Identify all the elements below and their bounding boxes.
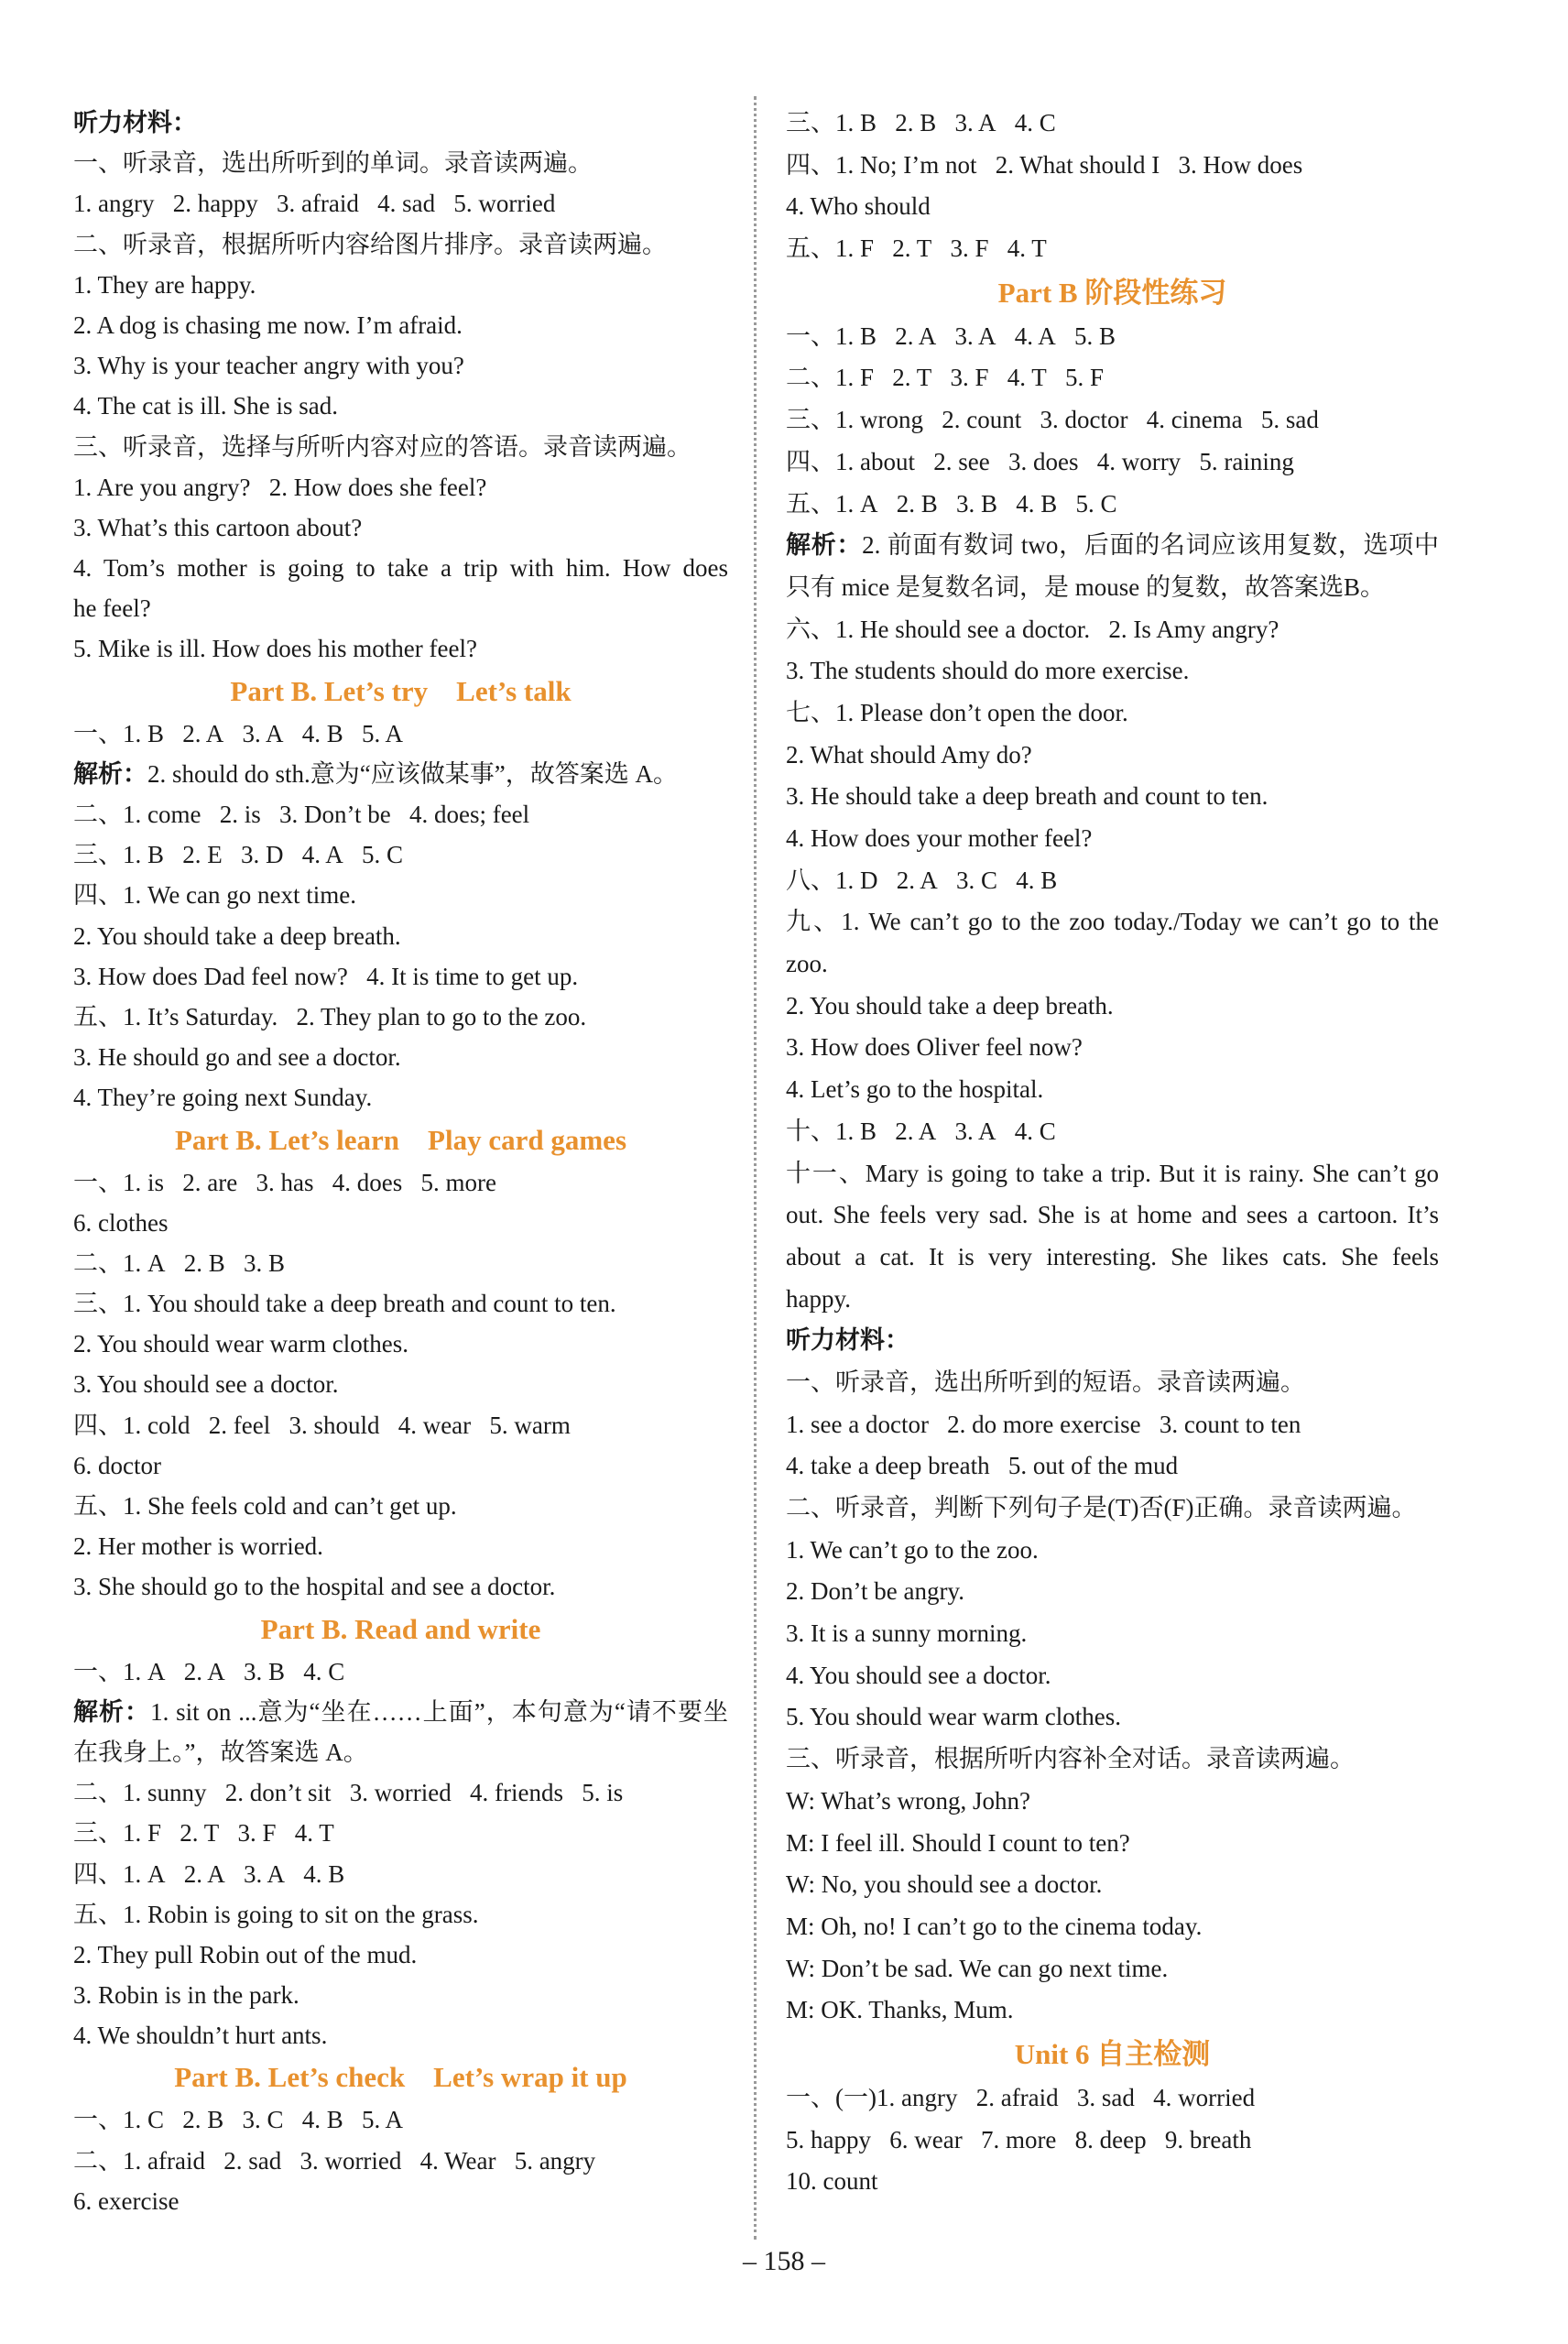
- answer-line: 3. You should see a doctor.: [73, 1370, 339, 1399]
- section-heading: Unit 6 自主检测: [1014, 2037, 1211, 2070]
- answer-line: 六、1. He should see a doctor. 2. Is Amy angry?: [786, 615, 1279, 643]
- answer-line: zoo.: [786, 950, 828, 978]
- section-heading: Part B. Let’s learn Play card games: [174, 1123, 627, 1156]
- answer-line: 三、听录音，根据所听内容补全对话。录音读两遍。: [786, 1745, 1355, 1773]
- answer-line: 5. You should wear warm clothes.: [786, 1703, 1121, 1731]
- answer-line: 二、听录音，根据所听内容给图片排序。录音读两遍。: [73, 230, 667, 258]
- answer-line: [786, 525, 1439, 567]
- answer-line: 4. We shouldn’t hurt ants.: [73, 2022, 328, 2050]
- answer-line: happy.: [786, 1284, 851, 1313]
- answer-line: 一、1. is 2. are 3. has 4. does 5. more: [73, 1168, 496, 1196]
- answer-line: 二、1. come 2. is 3. Don’t be 4. does; feel: [73, 801, 530, 828]
- answer-line: 6. exercise: [73, 2186, 180, 2215]
- answer-line: 2. Don’t be angry.: [786, 1577, 964, 1606]
- answer-line: 四、1. We can go next time.: [73, 881, 356, 910]
- answer-line: 一、1. B 2. A 3. A 4. B 5. A: [73, 719, 404, 747]
- answer-line: 1. Are you angry? 2. How does she feel?: [73, 473, 487, 501]
- answer-line: 3. The students should do more exercise.: [786, 657, 1190, 685]
- answer-line: 三、1. B 2. B 3. A 4. C: [786, 109, 1056, 136]
- answer-line: 只有 mice 是复数名词，是 mouse 的复数，故答案选B。: [786, 572, 1385, 601]
- answer-line: 一、听录音，选出所听到的短语。录音读两遍。: [786, 1368, 1305, 1396]
- section-heading: Part B. Let’s try Let’s talk: [230, 674, 572, 707]
- answer-line: 4. How does your mother feel?: [786, 824, 1093, 852]
- section-heading: Part B 阶段性练习: [997, 276, 1227, 309]
- column-divider: [754, 96, 757, 2240]
- answer-line: 一、1. B 2. A 3. A 4. A 5. B: [786, 322, 1116, 350]
- answer-line: 3. How does Oliver feel now?: [786, 1033, 1083, 1062]
- answer-line: [73, 754, 728, 794]
- analysis-text: 2. should do sth.意为“应该做某事”，故答案选 A。: [147, 759, 678, 788]
- answer-line: 1. They are happy.: [73, 270, 256, 299]
- analysis-label: 解析：: [73, 1697, 151, 1726]
- answer-line: 4. Tom’s mother is going to take a trip with him. How does: [73, 554, 728, 583]
- answer-line: 6. doctor: [73, 1451, 161, 1479]
- answer-line: 3. Robin is in the park.: [73, 1981, 299, 2010]
- answer-line: 2. What should Amy do?: [786, 740, 1032, 769]
- answer-line: [73, 1692, 728, 1732]
- answer-line: 一、(一)1. angry 2. afraid 3. sad 4. worried: [786, 2083, 1256, 2111]
- section-heading: Part B. Let’s check Let’s wrap it up: [174, 2061, 627, 2094]
- answer-line: 2. You should take a deep breath.: [786, 991, 1114, 1019]
- answer-line: 一、1. A 2. A 3. B 4. C: [73, 1657, 345, 1685]
- answer-line: 五、1. It’s Saturday. 2. They plan to go to the zoo.: [73, 1002, 587, 1030]
- answer-line: 5. happy 6. wear 7. more 8. deep 9. breath: [786, 2125, 1252, 2153]
- answer-line: 3. He should take a deep breath and count to ten.: [786, 782, 1269, 811]
- analysis-text: 1. sit on ...意为“坐在……上面”，本句意为“请不要坐: [150, 1697, 728, 1726]
- answer-line: 3. It is a sunny morning.: [786, 1619, 1028, 1648]
- answer-line: 3. What’s this cartoon about?: [73, 513, 363, 541]
- answer-line: W: Don’t be sad. We can go next time.: [786, 1954, 1169, 1982]
- answer-line: 4. You should see a doctor.: [786, 1661, 1051, 1689]
- answer-line: W: No, you should see a doctor.: [786, 1870, 1103, 1899]
- answer-line: M: Oh, no! I can’t go to the cinema today.: [786, 1912, 1203, 1940]
- answer-line: 五、1. Robin is going to sit on the grass.: [73, 1900, 479, 1928]
- answer-line: M: I feel ill. Should I count to ten?: [786, 1828, 1130, 1857]
- answer-line: about a cat. It is very interesting. She likes cats. She feels: [786, 1242, 1439, 1270]
- answer-line: 2. You should take a deep breath.: [73, 921, 401, 950]
- analysis-label: 解析：: [786, 531, 863, 560]
- right-column: [786, 103, 1439, 2203]
- answer-line: 2. You should wear warm clothes.: [73, 1330, 408, 1358]
- answer-line: 五、1. She feels cold and can’t get up.: [73, 1492, 457, 1520]
- answer-line: 四、1. A 2. A 3. A 4. B: [73, 1859, 345, 1888]
- answer-line: 3. He should go and see a doctor.: [73, 1043, 401, 1072]
- left-column: [73, 103, 728, 2221]
- answer-line: 4. Who should: [786, 192, 931, 221]
- answer-line: 4. The cat is ill. She is sad.: [73, 392, 338, 420]
- answer-line: 4. They’re going next Sunday.: [73, 1084, 373, 1112]
- answer-line: out. She feels very sad. She is at home and sees a cartoon. It’s: [786, 1201, 1439, 1229]
- answer-line: 4. Let’s go to the hospital.: [786, 1075, 1044, 1104]
- answer-line: 二、1. sunny 2. don’t sit 3. worried 4. friends 5. is: [73, 1779, 624, 1807]
- answer-line: 1. see a doctor 2. do more exercise 3. count to ten: [786, 1410, 1301, 1438]
- answer-line: 5. Mike is ill. How does his mother feel?: [73, 635, 477, 663]
- answer-line: 七、1. Please don’t open the door.: [786, 698, 1128, 726]
- answer-line: 二、1. F 2. T 3. F 4. T 5. F: [786, 364, 1105, 392]
- answer-line: 一、听录音，选出所听到的单词。录音读两遍。: [73, 149, 593, 178]
- answer-line: 八、1. D 2. A 3. C 4. B: [786, 866, 1058, 894]
- answer-line: 三、1. You should take a deep breath and count to ten.: [73, 1290, 616, 1318]
- answer-line: 二、1. afraid 2. sad 3. worried 4. Wear 5. angry: [73, 2146, 596, 2175]
- listening-material-label: 听力材料：: [73, 109, 197, 136]
- answer-line: M: OK. Thanks, Mum.: [786, 1996, 1014, 2024]
- answer-line: 三、1. F 2. T 3. F 4. T: [73, 1819, 334, 1848]
- answer-line: 2. A dog is chasing me now. I’m afraid.: [73, 311, 463, 339]
- answer-line: 10. count: [786, 2167, 878, 2196]
- listening-material-label: 听力材料：: [786, 1326, 909, 1355]
- answer-line: 2. They pull Robin out of the mud.: [73, 1940, 418, 1968]
- answer-line: 一、1. C 2. B 3. C 4. B 5. A: [73, 2106, 404, 2134]
- answer-line: 三、1. wrong 2. count 3. doctor 4. cinema 5. sad: [786, 406, 1319, 434]
- answer-line: 6. clothes: [73, 1208, 169, 1237]
- answer-line: he feel?: [73, 594, 151, 623]
- answer-line: 3. How does Dad feel now? 4. It is time to get up.: [73, 962, 579, 990]
- answer-line: 1. We can’t go to the zoo.: [786, 1535, 1039, 1564]
- answer-line: 在我身上。”，故答案选 A。: [73, 1738, 368, 1766]
- analysis-text: 2. 前面有数词 two，后面的名词应该用复数，选项中: [862, 531, 1439, 560]
- answer-line: 十、1. B 2. A 3. A 4. C: [786, 1117, 1056, 1145]
- answer-line: 2. Her mother is worried.: [73, 1532, 323, 1561]
- answer-line: 十一、Mary is going to take a trip. But it is rainy. She can’t go: [786, 1159, 1439, 1187]
- answer-line: 五、1. F 2. T 3. F 4. T: [786, 234, 1047, 263]
- page-number: – 158 –: [743, 2246, 825, 2276]
- answer-line: 四、1. about 2. see 3. does 4. worry 5. raining: [786, 447, 1294, 475]
- answer-line: 3. Why is your teacher angry with you?: [73, 352, 464, 380]
- answer-line: 三、1. B 2. E 3. D 4. A 5. C: [73, 841, 404, 869]
- answer-line: 四、1. cold 2. feel 3. should 4. wear 5. warm: [73, 1411, 571, 1439]
- answer-line: 九、1. We can’t go to the zoo today./Today we can’t go to the: [786, 908, 1439, 936]
- answer-line: 二、听录音，判断下列句子是(T)否(F)正确。录音读两遍。: [786, 1494, 1417, 1521]
- answer-line: 五、1. A 2. B 3. B 4. B 5. C: [786, 489, 1117, 518]
- answer-line: 二、1. A 2. B 3. B: [73, 1248, 286, 1277]
- answer-line: 三、听录音，选择与所听内容对应的答语。录音读两遍。: [73, 432, 691, 461]
- analysis-label: 解析：: [73, 759, 147, 788]
- section-heading: Part B. Read and write: [260, 1612, 541, 1645]
- answer-line: 1. angry 2. happy 3. afraid 4. sad 5. worried: [73, 190, 556, 218]
- answer-line: 4. take a deep breath 5. out of the mud: [786, 1452, 1179, 1480]
- answer-line: 四、1. No; I’m not 2. What should I 3. How does: [786, 150, 1303, 179]
- answer-line: 3. She should go to the hospital and see a doctor.: [73, 1573, 556, 1601]
- answer-line: W: What’s wrong, John?: [786, 1786, 1030, 1815]
